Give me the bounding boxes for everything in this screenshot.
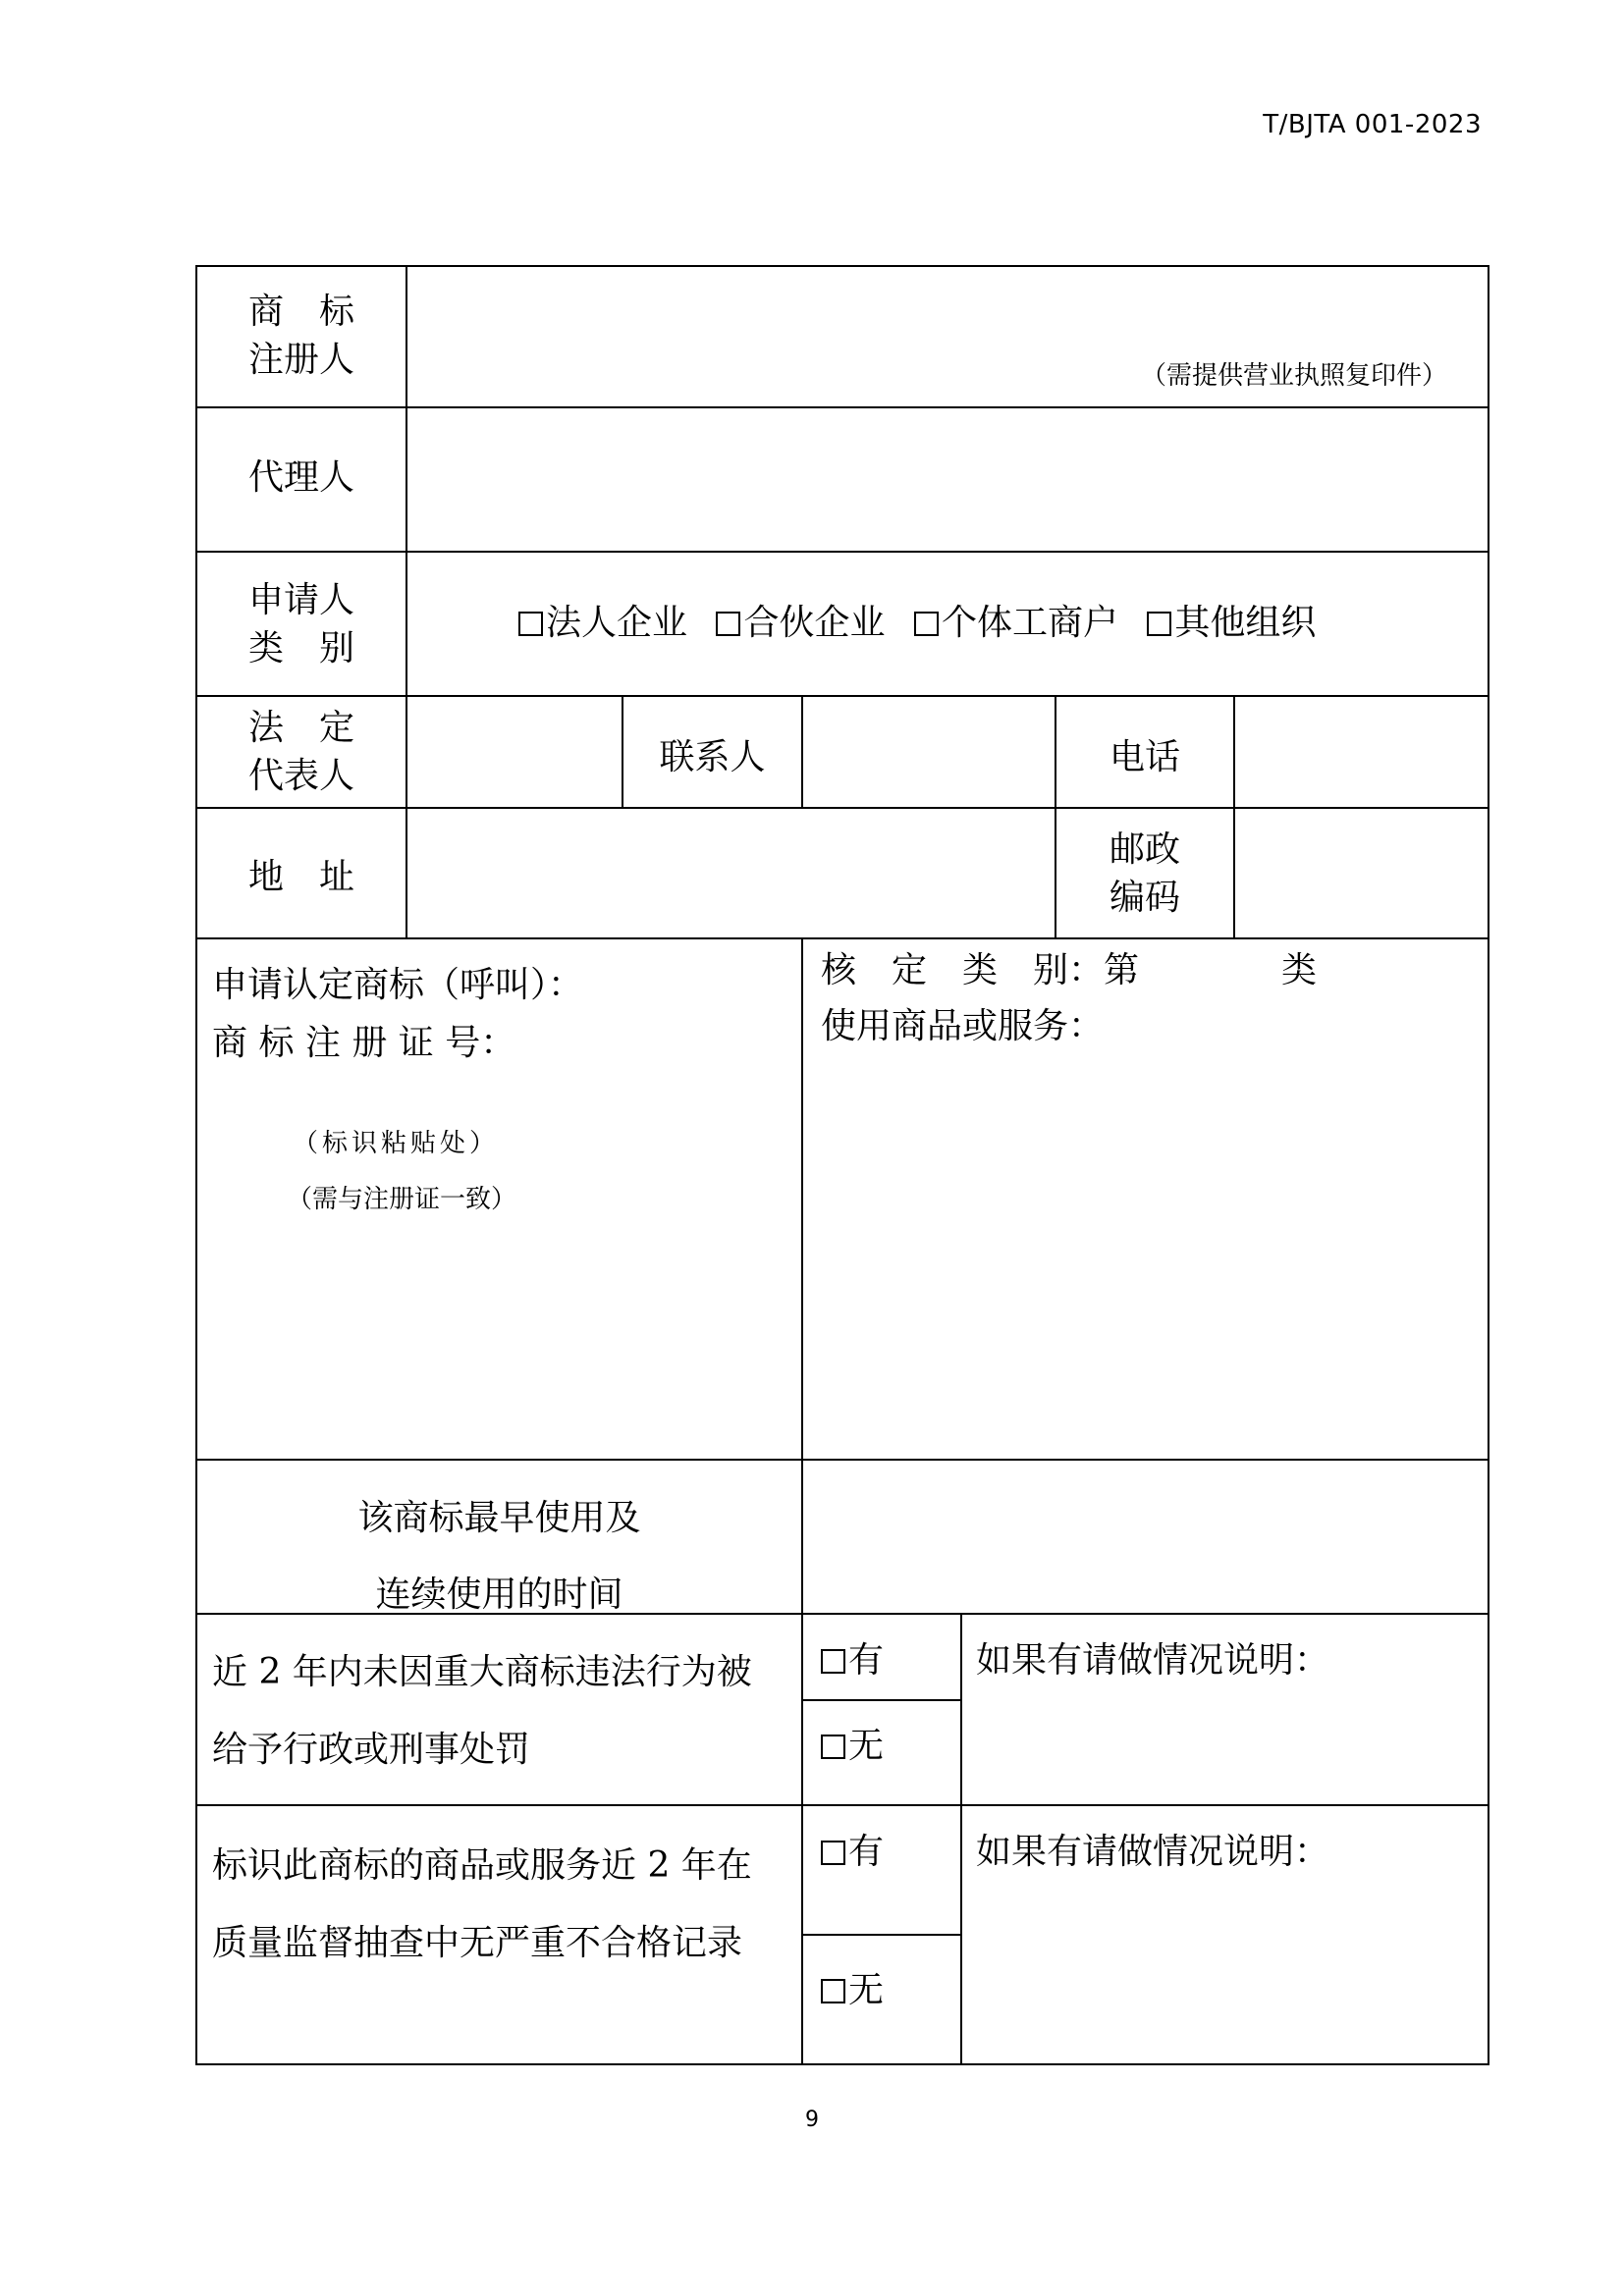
- standard-code: T/BJTA 001-2023: [1263, 110, 1482, 139]
- row-divider: [195, 937, 1489, 939]
- first-use-time-label: 该商标最早使用及 连续使用的时间: [357, 1498, 641, 1615]
- option-corporate-enterprise[interactable]: 法人企业: [518, 600, 687, 648]
- logo-paste-note: （需与注册证一致）: [287, 1185, 517, 1214]
- page-number: 9: [805, 2108, 819, 2132]
- checkbox-icon[interactable]: [716, 612, 740, 636]
- quality-yes-option[interactable]: 有: [821, 1829, 884, 1877]
- business-license-note: （需提供营业执照复印件）: [1141, 361, 1448, 391]
- row-divider: [195, 551, 1489, 553]
- registrant-label: 商 标 注册人: [247, 292, 354, 380]
- approved-class-label: 核 定 类 别：第: [821, 950, 1140, 990]
- checkbox-icon[interactable]: [1147, 612, 1171, 636]
- quality-explanation-label: 如果有请做情况说明：: [976, 1832, 1330, 1872]
- row-divider: [195, 1804, 1489, 1806]
- postal-code-label: 邮政 编码: [1109, 829, 1180, 918]
- option-partnership[interactable]: 合伙企业: [716, 600, 885, 648]
- logo-paste-hint: （标识粘贴处）: [293, 1129, 500, 1158]
- checkbox-icon[interactable]: [821, 1979, 845, 2003]
- penalty-explanation-label: 如果有请做情况说明：: [976, 1640, 1330, 1681]
- checkbox-divider: [802, 1934, 961, 1936]
- penalty-question: 近 2 年内未因重大商标违法行为被 给予行政或刑事处罚: [212, 1652, 752, 1770]
- option-other-organization[interactable]: 其他组织: [1147, 600, 1316, 648]
- quality-no-option[interactable]: 无: [821, 1967, 884, 2015]
- checkbox-icon[interactable]: [914, 612, 939, 636]
- goods-services-field[interactable]: [803, 1060, 1488, 1459]
- agent-label: 代理人: [247, 457, 354, 498]
- phone-field[interactable]: [1235, 697, 1488, 807]
- applicant-type-label: 申请人 类 别: [247, 580, 354, 668]
- quality-explanation-field[interactable]: [962, 1880, 1488, 2063]
- checkbox-icon[interactable]: [821, 1649, 845, 1674]
- checkbox-icon[interactable]: [518, 612, 543, 636]
- contact-person-field[interactable]: [803, 697, 1055, 807]
- address-field[interactable]: [407, 809, 1055, 937]
- legal-representative-field[interactable]: [407, 697, 622, 807]
- approved-class-suffix: 类: [1281, 950, 1318, 990]
- applicant-type-options: [518, 600, 1316, 648]
- logo-paste-area[interactable]: [197, 1070, 801, 1459]
- penalty-yes-option[interactable]: 有: [821, 1637, 884, 1685]
- goods-services-label: 使用商品或服务：: [821, 1006, 1105, 1046]
- checkbox-divider: [802, 1699, 961, 1701]
- postal-code-field[interactable]: [1235, 809, 1488, 937]
- contact-person-label: 联系人: [659, 737, 766, 777]
- penalty-explanation-field[interactable]: [962, 1688, 1488, 1804]
- apply-trademark-label: 申请认定商标（呼叫）：: [212, 965, 584, 1005]
- agent-field[interactable]: [407, 408, 1488, 551]
- checkbox-icon[interactable]: [821, 1735, 845, 1759]
- checkbox-icon[interactable]: [821, 1841, 845, 1865]
- phone-label: 电话: [1109, 737, 1180, 777]
- address-label: 地 址: [247, 857, 354, 897]
- option-individual-business[interactable]: 个体工商户: [914, 600, 1118, 648]
- registration-number-label: 商 标 注 册 证 号：: [212, 1023, 516, 1063]
- legal-representative-label: 法 定 代表人: [247, 708, 354, 796]
- penalty-no-option[interactable]: 无: [821, 1723, 884, 1771]
- first-use-time-field[interactable]: [803, 1461, 1488, 1613]
- quality-question: 标识此商标的商品或服务近 2 年在 质量监督抽查中无严重不合格记录: [212, 1845, 752, 1963]
